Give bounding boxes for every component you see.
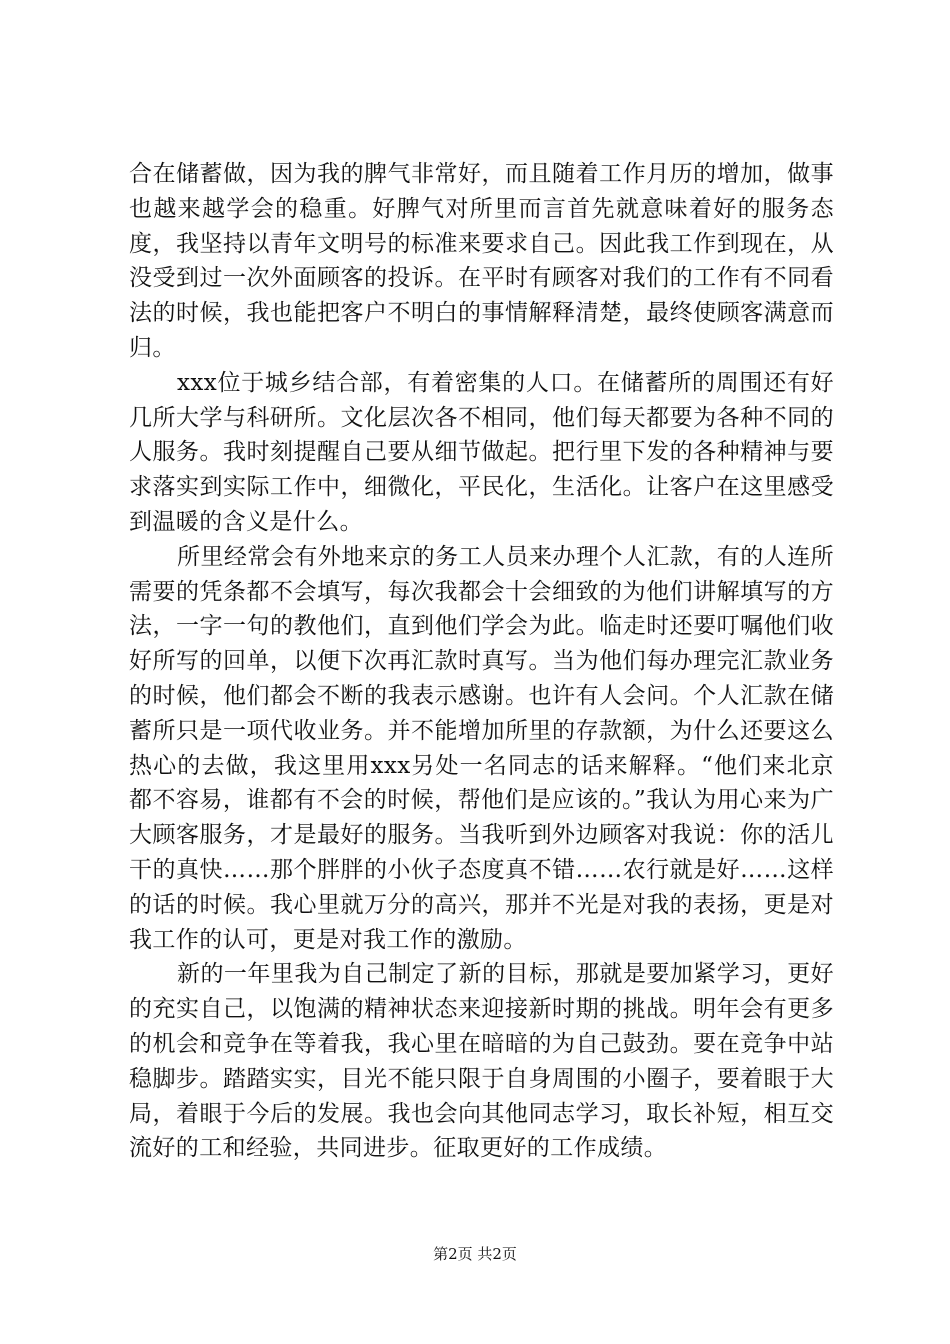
page-number-footer: 第2页 共2页: [433, 1245, 517, 1263]
paragraph-4: 新的一年里我为自己制定了新的目标，那就是要加紧学习，更好的充实自己，以饱满的精神状态来迎接新时期的挑战。明年会有更多的机会和竞争在等着我，我心里在暗暗的为自己鼓劲。要在竞争中站稳脚步。踏踏实实，目光不能只限于自身周围的小圈子，要着眼于大局，着眼于今后的发展。我也会向其他同志学习，取长补短，相互交流好的工和经验，共同进步。征取更好的工作成绩。: [129, 961, 834, 1162]
paragraph-1: 合在储蓄做，因为我的脾气非常好，而且随着工作月历的增加，做事也越来越学会的稳重。好脾气对所里而言首先就意味着好的服务态度，我坚持以青年文明号的标准来要求自己。因此我工作到现在，从没受到过一次外面顾客的投诉。在平时有顾客对我们的工作有不同看法的时候，我也能把客户不明白的事情解释清楚，最终使顾客满意而归。: [129, 161, 834, 361]
paragraph-3: 所里经常会有外地来京的务工人员来办理个人汇款，有的人连所需要的凭条都不会填写，每次我都会十会细致的为他们讲解填写的方法，一字一句的教他们，直到他们学会为此。临走时还要叮嘱他们收好所写的回单，以便下次再汇款时真写。当为他们每办理完汇款业务的时候，他们都会不断的我表示感谢。也许有人会问。个人汇款在储蓄所只是一项代收业务。并不能增加所里的存款额，为什么还要这么热心的去做，我这里用xxx另处一名同志的话来解释。“他们来北京都不容易，谁都有不会的时候，帮他们是应该的。”我认为用心来为广大顾客服务，才是最好的服务。当我听到外边顾客对我说：你的活儿干的真快……那个胖胖的小伙子态度真不错……农行就是好……这样的话的时候。我心里就万分的高兴，那并不光是对我的表扬，更是对我工作的认可，更是对我工作的激励。: [129, 543, 834, 953]
document-body: [129, 157, 834, 1166]
paragraph-2: xxx位于城乡结合部，有着密集的人口。在储蓄所的周围还有好几所大学与科研所。文化层次各不相同，他们每天都要为各种不同的人服务。我时刻提醒自己要从细节做起。把行里下发的各种精神与要求落实到实际工作中，细微化，平民化，生活化。让客户在这里感受到温暖的含义是什么。: [129, 369, 834, 535]
